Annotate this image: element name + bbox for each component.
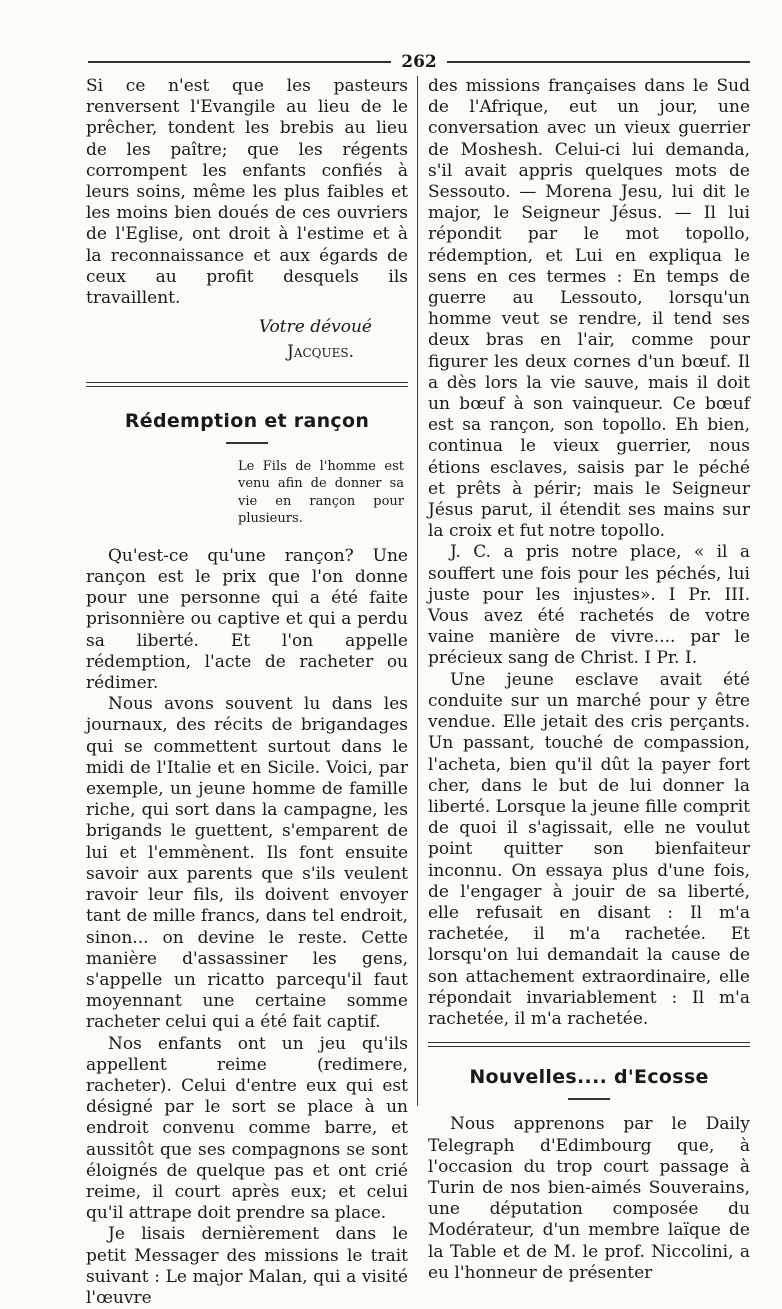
right-column (428, 76, 750, 1284)
signature-closing: Votre dévoué (258, 317, 372, 338)
article-paragraph: Qu'est-ce qu'une rançon? Une rançon est le prix que l'on donne pour une personne qui a été faite prisonnière ou captive et qui a perdu sa liberté. Et l'on appelle rédemption, l'acte de racheter ou rédimer. (86, 545, 408, 694)
article-paragraph: Une jeune esclave avait été conduite sur un marché pour y être vendue. Elle jetait des cris perçants. Un passant, touché de compassion, l'acheta, bien qu'il dût la payer fort cher, dans le but de lui donner la liberté. Lorsque la jeune fille comprit de quoi il s'agissait, elle ne voulut point quitter son bienfaiteur inconnu. On essaya plus d'une fois, de l'engager à jouir de sa liberté, elle refusait en disant : Il m'a rachetée, il m'a rachetée. Et lorsqu'on lui demandait la cause de son attachement extraordinaire, elle répondait invariablement : Il m'a rachetée, il m'a rachetée. (428, 669, 750, 1029)
page-number-bar (0, 52, 782, 72)
column-divider (417, 76, 418, 1106)
intro-paragraph: Si ce n'est que les pasteurs renversent l'Evangile au lieu de le prêcher, tondent les brebis au lieu de les paître; que les régents corrompent les enfants confiés à leurs soins, même les plus faibles et les moins bien doués de ces ouvriers de l'Eglise, ont droit à l'estime et à la reconnaissance et aux égards de ceux au profit desquels ils travaillent. (86, 76, 408, 309)
signature (86, 317, 408, 363)
article-paragraph: Nous avons souvent lu dans les journaux, des récits de brigandages qui se commettent surtout dans le midi de l'Italie et en Sicile. Voici, par exemple, un jeune homme de famille riche, qui sort dans la campagne, les brigands le guettent, s'emparent de lui et l'emmènent. Ils font ensuite savoir aux parents que s'ils veulent ravoir leur fils, ils doivent envoyer tant de mille francs, dans tel endroit, sinon... on devine le reste. Cette manière d'assassiner les gens, s'appelle un ricatto parcequ'il faut moyennant une certaine somme racheter celui qui a été fait captif. (86, 694, 408, 1033)
article-paragraph: Nos enfants ont un jeu qu'ils appellent reime (redimere, racheter). Celui d'entre eux qui est désigné par le sort se place à un endroit convenu comme barre, et aussitôt que ses compagnons se sont éloignés de quelque pas et ont crié reime, il court après eux; et celui qu'il attrape doit prendre sa place. (86, 1033, 408, 1224)
left-column (86, 76, 408, 1309)
signature-name: Jacques. (287, 342, 354, 363)
header-rule-right (447, 61, 750, 63)
article-paragraph: J. C. a pris notre place, « il a souffert une fois pour les péchés, lui juste pour les injustes». I Pr. III. Vous avez été rachetés de votre vaine manière de vivre.... par le précieux sang de Christ. I Pr. I. (428, 542, 750, 669)
title-dash (226, 442, 268, 444)
news-title: Nouvelles.... d'Ecosse (469, 1066, 709, 1089)
section-divider (428, 1042, 750, 1047)
header-rule-left (88, 61, 391, 63)
article-title: Rédemption et rançon (124, 409, 370, 432)
news-paragraph: Nous apprenons par le Daily Telegraph d'Edimbourg que, à l'occasion du trop court passage à Turin de nos bien-aimés Souverains, une députation composée du Modérateur, d'un membre laïque de la Table et de M. le prof. Niccolini, a eu l'honneur de présenter (428, 1114, 750, 1283)
title-dash (568, 1098, 610, 1100)
article-paragraph: Je lisais dernièrement dans le petit Messager des missions le trait suivant : Le major Malan, qui a visité l'œuvre (86, 1224, 408, 1308)
page-number: 262 (401, 52, 437, 72)
section-divider (86, 382, 408, 387)
continued-paragraph: des missions françaises dans le Sud de l'Afrique, eut un jour, une conversation avec un vieux guerrier de Moshesh. Celui-ci lui demanda, s'il avait appris quelques mots de Sessouto. — Morena Jesu, lui dit le major, le Seigneur Jésus. — Il lui répondit par le mot topollo, rédemption, et Lui en expliqua le sens en ces termes : En temps de guerre au Lessouto, lorsqu'un homme veut se rendre, il tend ses deux bras en l'air, comme pour figurer les deux cornes d'un bœuf. Il a dès lors la vie sauve, mais il doit un bœuf à son vainqueur. Ce bœuf est sa rançon, son topollo. Eh bien, continua le vieux guerrier, nous étions esclaves, saisis par le péché et prêts à périr; mais le Seigneur Jésus parut, il étendit ses mains sur la croix et fut notre topollo. (428, 76, 750, 542)
epigraph: Le Fils de l'homme est venu afin de donner sa vie en rançon pour plusieurs. (238, 458, 404, 527)
